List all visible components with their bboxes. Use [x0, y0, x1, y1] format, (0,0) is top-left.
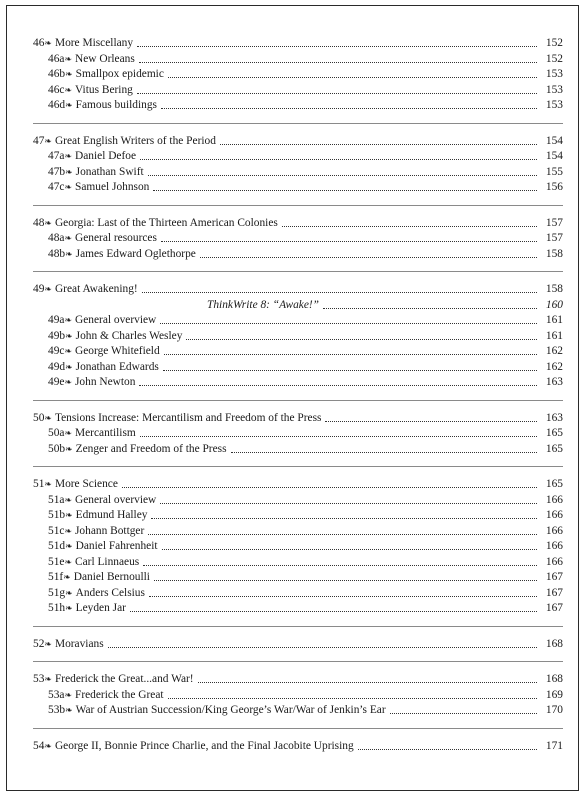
- dot-leader: [231, 452, 537, 453]
- fleuron-ornament-icon: ❧: [65, 541, 73, 551]
- page-number: 158: [545, 283, 563, 295]
- dot-leader: [161, 108, 537, 109]
- fleuron-ornament-icon: ❧: [64, 689, 72, 700]
- fleuron-ornament-icon: ❧: [44, 284, 52, 294]
- dot-leader: [168, 77, 537, 78]
- entry-title: Smallpox epidemic: [75, 68, 164, 80]
- fleuron-ornament-icon: ❧: [64, 494, 72, 505]
- chapter-entry[interactable]: [33, 411, 563, 427]
- entry-title: Carl Linnaeus: [75, 555, 140, 568]
- entry-number: 50b: [48, 442, 66, 455]
- chapter-entry[interactable]: [33, 282, 563, 298]
- fleuron-ornament-icon: ❧: [63, 572, 71, 582]
- subsection-entry[interactable]: [33, 493, 563, 509]
- subsection-entry[interactable]: [33, 329, 563, 345]
- chapter-entry[interactable]: [33, 739, 563, 755]
- entry-number: 51f: [48, 571, 64, 583]
- subsection-entry[interactable]: [33, 586, 563, 602]
- entry-title: James Edward Oglethorpe: [75, 247, 196, 260]
- dot-leader: [148, 175, 537, 176]
- dot-leader: [323, 308, 537, 309]
- page-number: 168: [545, 673, 563, 685]
- page-number: 155: [545, 165, 563, 178]
- entry-number: 48: [33, 216, 45, 229]
- fleuron-ornament-icon: ❧: [44, 479, 52, 489]
- entry-number: 51d: [48, 540, 66, 552]
- section-divider: [33, 661, 563, 662]
- entry-title: Leyden Jar: [75, 602, 126, 614]
- page-number: 157: [545, 216, 563, 229]
- entry-title: Daniel Defoe: [75, 150, 137, 162]
- fleuron-ornament-icon: ❧: [64, 151, 72, 161]
- subsection-entry[interactable]: [33, 703, 563, 719]
- page-number: 153: [545, 83, 563, 96]
- subsection-entry[interactable]: [33, 426, 563, 442]
- dot-leader: [137, 46, 537, 47]
- dot-leader: [160, 503, 537, 504]
- entry-title: ThinkWrite 8: “Awake!”: [207, 298, 320, 311]
- fleuron-ornament-icon: ❧: [65, 100, 73, 110]
- entry-title: Vitus Bering: [75, 83, 133, 96]
- page-number: 166: [545, 540, 563, 552]
- entry-number: 48b: [48, 247, 66, 260]
- chapter-entry[interactable]: [33, 36, 563, 52]
- entry-number: 51g: [48, 586, 66, 599]
- entry-title: Zenger and Freedom of the Press: [75, 442, 227, 455]
- dot-leader: [148, 534, 537, 535]
- entry-title: Georgia: Last of the Thirteen American Colonies: [54, 216, 278, 229]
- toc-section: [33, 282, 563, 391]
- dot-leader: [390, 713, 537, 714]
- fleuron-ornament-icon: ❧: [65, 69, 73, 79]
- entry-number: 46b: [48, 68, 66, 80]
- page-number: 154: [545, 150, 563, 162]
- dot-leader: [140, 159, 537, 160]
- section-divider: [33, 400, 563, 401]
- subsection-entry[interactable]: [33, 601, 563, 617]
- dot-leader: [130, 611, 537, 612]
- entry-number: 49c: [48, 345, 65, 357]
- toc-section: [33, 411, 563, 458]
- fleuron-ornament-icon: ❧: [64, 53, 72, 64]
- fleuron-ornament-icon: ❧: [64, 556, 72, 567]
- dot-leader: [200, 257, 537, 258]
- table-of-contents: [33, 36, 563, 754]
- dot-leader: [164, 354, 537, 355]
- entry-number: 49d: [48, 360, 66, 373]
- subsection-entry[interactable]: [33, 508, 563, 524]
- page-number: 170: [545, 704, 563, 716]
- entry-title: General resources: [75, 232, 157, 244]
- entry-number: 48a: [48, 232, 65, 244]
- entry-number: 46a: [48, 52, 65, 65]
- page-number: 162: [545, 360, 563, 373]
- entry-number: 53a: [48, 688, 65, 701]
- page-number: 166: [545, 524, 563, 537]
- dot-leader: [198, 682, 537, 683]
- entry-title: John & Charles Wesley: [75, 329, 183, 342]
- entry-title: Great English Writers of the Period: [54, 134, 216, 147]
- entry-number: 54: [33, 739, 45, 752]
- fleuron-ornament-icon: ❧: [65, 248, 73, 259]
- entry-title: New Orleans: [75, 52, 135, 65]
- book-page: [6, 5, 579, 791]
- entry-number: 53: [33, 673, 45, 685]
- entry-title: Daniel Fahrenheit: [75, 540, 158, 552]
- page-number: 168: [545, 637, 563, 650]
- page-number: 152: [545, 52, 563, 65]
- subsection-entry[interactable]: [33, 524, 563, 540]
- entry-title: Moravians: [54, 637, 104, 650]
- fleuron-ornament-icon: ❧: [65, 443, 73, 454]
- fleuron-ornament-icon: ❧: [44, 217, 52, 228]
- entry-number: 47c: [48, 181, 65, 193]
- fleuron-ornament-icon: ❧: [44, 38, 52, 48]
- page-number: 169: [545, 688, 563, 701]
- entry-number: 52: [33, 637, 45, 650]
- dot-leader: [163, 370, 537, 371]
- entry-title: John Newton: [75, 376, 136, 388]
- entry-title: More Science: [54, 478, 118, 490]
- dot-leader: [358, 749, 537, 750]
- subsection-entry[interactable]: [33, 442, 563, 458]
- chapter-entry[interactable]: [33, 672, 563, 688]
- dot-leader: [108, 647, 537, 648]
- page-number: 166: [545, 509, 563, 521]
- entry-title: Famous buildings: [75, 99, 157, 111]
- entry-title: Frederick the Great: [75, 688, 164, 701]
- entry-number: 50: [33, 411, 45, 424]
- fleuron-ornament-icon: ❧: [44, 135, 52, 146]
- dot-leader: [139, 62, 537, 63]
- toc-section: [33, 134, 563, 196]
- dot-leader: [122, 487, 537, 488]
- page-number: 167: [545, 586, 563, 599]
- entry-title: War of Austrian Succession/King George’s War/War of Jenkin’s Ear: [75, 704, 386, 716]
- section-divider: [33, 271, 563, 272]
- subsection-entry[interactable]: [33, 247, 563, 263]
- page-number: 161: [545, 314, 563, 326]
- subsection-entry[interactable]: [33, 98, 563, 114]
- subsection-entry[interactable]: [33, 375, 563, 391]
- page-number: 161: [545, 329, 563, 342]
- dot-leader: [153, 190, 537, 191]
- entry-title: Jonathan Edwards: [75, 360, 159, 373]
- entry-title: General overview: [75, 314, 157, 326]
- entry-title: Jonathan Swift: [75, 165, 144, 178]
- entry-number: 49b: [48, 329, 66, 342]
- fleuron-ornament-icon: ❧: [64, 525, 72, 536]
- entry-title: General overview: [75, 493, 157, 506]
- subsection-entry[interactable]: [33, 313, 563, 329]
- page-number: 166: [545, 555, 563, 568]
- subsection-entry[interactable]: [33, 83, 563, 99]
- entry-title: Anders Celsius: [75, 586, 145, 599]
- fleuron-ornament-icon: ❧: [65, 330, 73, 341]
- dot-leader: [282, 226, 537, 227]
- page-number: 163: [545, 376, 563, 388]
- subsection-entry[interactable]: [33, 688, 563, 704]
- dot-leader: [168, 698, 537, 699]
- entry-title: Frederick the Great...and War!: [54, 673, 194, 685]
- section-divider: [33, 123, 563, 124]
- toc-section: [33, 216, 563, 263]
- subsection-entry[interactable]: [33, 539, 563, 555]
- dot-leader: [161, 241, 537, 242]
- section-divider: [33, 626, 563, 627]
- subsection-entry[interactable]: [33, 165, 563, 181]
- entry-title: Edmund Halley: [75, 509, 148, 521]
- page-number: 165: [545, 478, 563, 490]
- page-number: 156: [545, 181, 563, 193]
- toc-section: [33, 739, 563, 755]
- fleuron-ornament-icon: ❧: [44, 412, 52, 423]
- page-number: 165: [545, 442, 563, 455]
- fleuron-ornament-icon: ❧: [65, 510, 73, 520]
- subsection-entry[interactable]: [33, 360, 563, 376]
- toc-section: [33, 672, 563, 719]
- fleuron-ornament-icon: ❧: [44, 638, 52, 649]
- fleuron-ornament-icon: ❧: [64, 428, 72, 438]
- dot-leader: [162, 549, 537, 550]
- entry-number: 53b: [48, 704, 66, 716]
- page-number: 167: [545, 571, 563, 583]
- entry-number: 49a: [48, 314, 65, 326]
- dot-leader: [143, 565, 537, 566]
- entry-number: 46d: [48, 99, 66, 111]
- page-number: 154: [545, 134, 563, 147]
- entry-number: 51b: [48, 509, 66, 521]
- entry-title: Mercantilism: [75, 427, 136, 439]
- entry-number: 47: [33, 134, 45, 147]
- page-number: 158: [545, 247, 563, 260]
- chapter-entry[interactable]: [33, 477, 563, 493]
- fleuron-ornament-icon: ❧: [64, 315, 72, 325]
- fleuron-ornament-icon: ❧: [64, 84, 72, 95]
- page-number: 167: [545, 602, 563, 614]
- fleuron-ornament-icon: ❧: [65, 705, 73, 715]
- toc-section: [33, 36, 563, 114]
- entry-number: 51c: [48, 524, 65, 537]
- page-number: 153: [545, 68, 563, 80]
- section-divider: [33, 466, 563, 467]
- entry-number: 50a: [48, 427, 65, 439]
- fleuron-ornament-icon: ❧: [65, 361, 73, 372]
- entry-title: Daniel Bernoulli: [73, 571, 150, 583]
- entry-number: 47a: [48, 150, 65, 162]
- subsection-entry[interactable]: [33, 52, 563, 68]
- subsection-entry[interactable]: [33, 149, 563, 165]
- fleuron-ornament-icon: ❧: [64, 377, 72, 387]
- subsection-entry[interactable]: [33, 570, 563, 586]
- page-number: 165: [545, 427, 563, 439]
- page-number: 166: [545, 493, 563, 506]
- fleuron-ornament-icon: ❧: [65, 166, 73, 177]
- entry-title: Samuel Johnson: [75, 181, 150, 193]
- chapter-entry[interactable]: [33, 134, 563, 150]
- page-number: 171: [545, 739, 563, 752]
- entry-number: 49: [33, 283, 45, 295]
- dot-leader: [325, 421, 537, 422]
- dot-leader: [160, 323, 537, 324]
- chapter-entry[interactable]: [33, 216, 563, 232]
- page-number: 163: [545, 411, 563, 424]
- entry-title: Johann Bottger: [75, 524, 145, 537]
- dot-leader: [151, 518, 537, 519]
- subsection-entry[interactable]: [33, 231, 563, 247]
- dot-leader: [220, 144, 537, 145]
- entry-number: 51h: [48, 602, 66, 614]
- page-number: 152: [545, 37, 563, 49]
- subsection-entry[interactable]: [33, 555, 563, 571]
- page-number: 160: [545, 298, 563, 311]
- dot-leader: [140, 436, 537, 437]
- entry-number: 49e: [48, 376, 65, 388]
- fleuron-ornament-icon: ❧: [64, 346, 72, 356]
- entry-title: Tensions Increase: Mercantilism and Freedom of the Press: [54, 411, 322, 424]
- section-divider: [33, 728, 563, 729]
- entry-number: 51e: [48, 555, 65, 568]
- entry-title: George Whitefield: [75, 345, 160, 357]
- entry-title: Great Awakening!: [54, 283, 138, 295]
- entry-number: 51a: [48, 493, 65, 506]
- section-divider: [33, 205, 563, 206]
- entry-number: 51: [33, 478, 45, 490]
- entry-title: George II, Bonnie Prince Charlie, and the Final Jacobite Uprising: [54, 739, 354, 752]
- toc-section: [33, 477, 563, 617]
- fleuron-ornament-icon: ❧: [65, 587, 73, 598]
- entry-number: 46c: [48, 83, 65, 96]
- subsection-entry[interactable]: [33, 67, 563, 83]
- fleuron-ornament-icon: ❧: [44, 740, 52, 751]
- fleuron-ornament-icon: ❧: [65, 603, 73, 613]
- thinkwrite-entry[interactable]: [33, 298, 563, 314]
- dot-leader: [186, 339, 537, 340]
- fleuron-ornament-icon: ❧: [64, 233, 72, 243]
- dot-leader: [154, 580, 537, 581]
- dot-leader: [137, 93, 537, 94]
- chapter-entry[interactable]: [33, 637, 563, 653]
- subsection-entry[interactable]: [33, 180, 563, 196]
- dot-leader: [139, 385, 537, 386]
- page-number: 157: [545, 232, 563, 244]
- subsection-entry[interactable]: [33, 344, 563, 360]
- entry-number: 46: [33, 37, 45, 49]
- entry-title: More Miscellany: [54, 37, 134, 49]
- fleuron-ornament-icon: ❧: [44, 674, 52, 684]
- toc-section: [33, 637, 563, 653]
- dot-leader: [149, 596, 537, 597]
- dot-leader: [142, 292, 537, 293]
- page-number: 153: [545, 99, 563, 111]
- page-number: 162: [545, 345, 563, 357]
- fleuron-ornament-icon: ❧: [64, 182, 72, 192]
- entry-number: 47b: [48, 165, 66, 178]
